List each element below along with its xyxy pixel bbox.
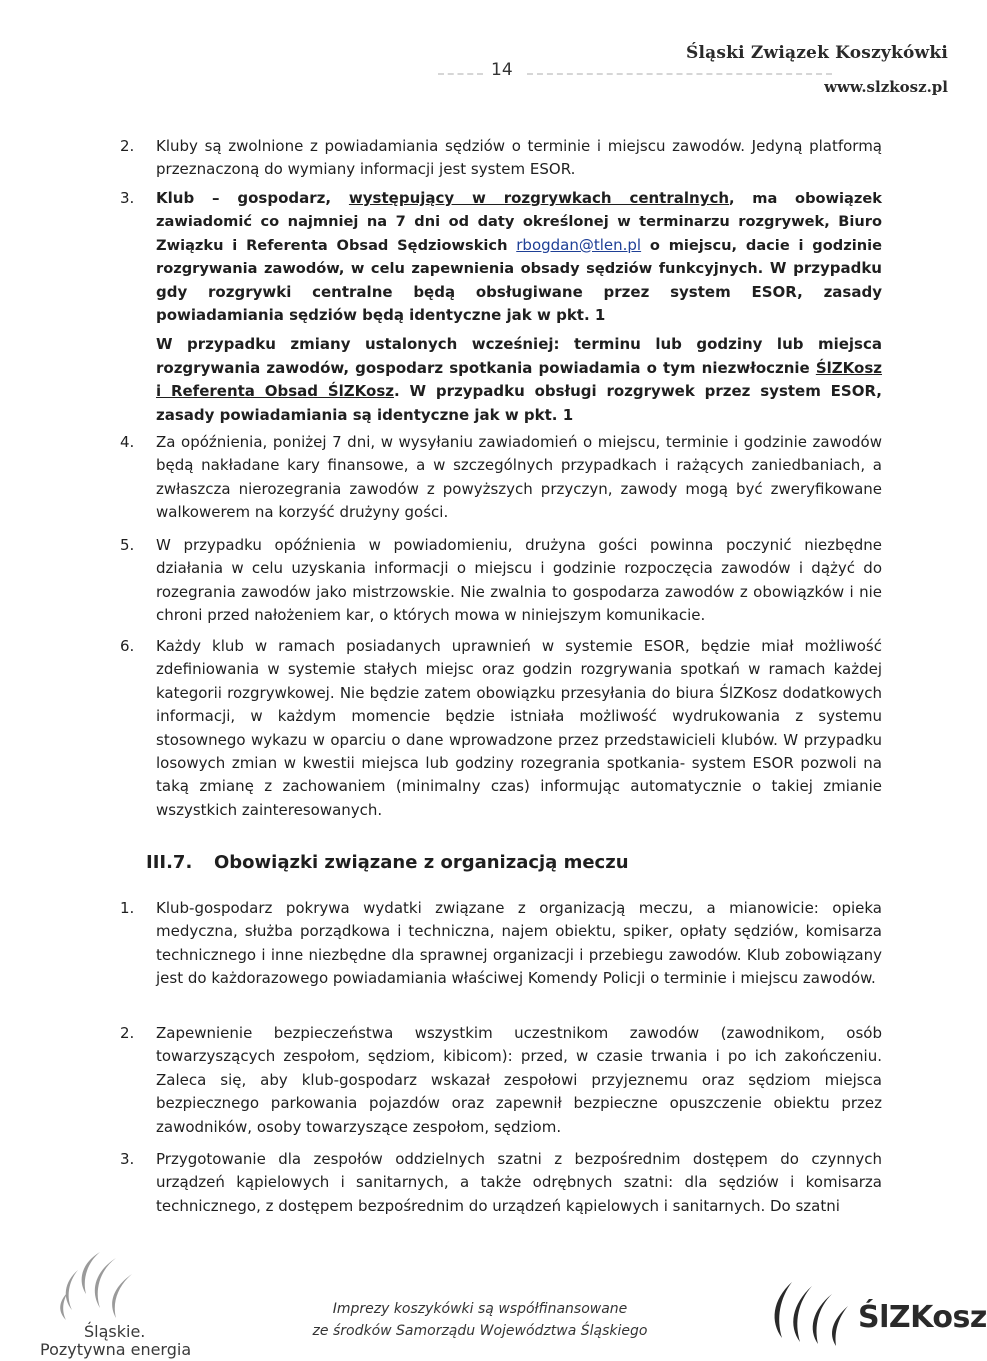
text-run: Klub – gospodarz, (156, 189, 349, 207)
page-header (0, 0, 960, 110)
header-divider-right (527, 73, 832, 75)
list-number: 6. (120, 637, 135, 655)
list-text: Klub-gospodarz pokrywa wydatki związane z organizacją meczu, a mianowicie: opieka medyczna, służba porządkowa i techniczna, najem obiektu, spiker, opłaty sędziów, komisarza technicznego i inne niezbędne dla sprawnej organizacji i przebiegu zawodów. Klub zobowiązany jest do każdorazowego powiadamiania właściwej Komendy Policji o terminie i miejscu zawodów. (156, 899, 882, 988)
list-number: 1. (120, 899, 135, 917)
text-run-underlined: ŚlZKosz i Referenta Obsad ŚlZKosz (156, 358, 882, 401)
section-list-item-2 (120, 1022, 882, 1139)
left-logo-line1: Śląskie. (84, 1322, 146, 1341)
list-text: Za opóźnienia, poniżej 7 dni, w wysyłaniu zawiadomień o miejscu, terminie i godzinie zawodów będą nakładane kary finansowe, a w szczególnych przypadkach i rażących zaniedbaniach, a zwłaszcza nierozegrania zawodów z powyższych przyczyn, zawody mogą być zweryfikowane walkowerem na korzyść drużyny gości. (156, 433, 882, 522)
list-text: Kluby są zwolnione z powiadamiania sędziów o terminie i miejscu zawodów. Jedyną platformą przeznaczoną do wymiany informacji jest system ESOR. (156, 137, 882, 179)
organization-url: www.slzkosz.pl (824, 78, 948, 96)
list-item-5 (120, 534, 882, 628)
text-run-underlined: występujący w rozgrywkach centralnych (348, 189, 730, 207)
list-number: 3. (120, 1150, 135, 1168)
section-list-item-3 (120, 1148, 882, 1218)
list-text: W przypadku opóźnienia w powiadomieniu, drużyna gości powinna poczynić niezbędne działania w celu uzyskania informacji o miejscu i godzinie rozpoczęcia zawodów i dążyć do rozegrania zawodów jako mistrzowskie. Nie zwalnia to gospodarza zawodów z obowiązków i nie chroni przed nałożeniem kar, o których mowa w niniejszym komunikacie. (156, 536, 882, 625)
list-number: 3. (120, 189, 135, 207)
list-text: Zapewnienie bezpieczeństwa wszystkim uczestnikom zawodów (zawodnikom, osób towarzyszących zespołom, sędziom, kibicom): przed, w czasie trwania i po ich zakończeniu. Zaleca się, aby klub-gospodarz wskazał zespołowi przyjeznemu oraz sędziom miejsca bezpiecznego parkowania pojazdów oraz zapewnił bezpieczne opuszczenie obiektu przez zawodników, osoby towarzyszące zespołom, sędziom. (156, 1024, 882, 1136)
section-heading (146, 852, 629, 873)
list-item-2 (120, 135, 882, 182)
list-number: 2. (120, 137, 135, 155)
section-title: Obowiązki związane z organizacją meczu (214, 852, 629, 873)
text-run: W przypadku gdy rozgrywki centralne będą obsługiwane przez system ESOR, zasady powiadamiania sędziów będą identyczne jak w pkt. 1 (156, 259, 882, 325)
list-item-4 (120, 431, 882, 525)
email-link[interactable]: rbogdan@tlen.pl (516, 235, 642, 254)
paragraph (156, 187, 882, 327)
list-text: Każdy klub w ramach posiadanych uprawnień w systemie ESOR, będzie miał możliwość zdefiniowania w systemie stałych miejsc oraz godzin rozgrywania spotkań w ramach każdej kategorii rozgrywkowej. Nie będzie zatem obowiązku przesyłania do biura ŚlZKosz dodatkowych informacji, w każdym momencie będzie istniała możliwość wydrukowania z systemu stosownego wykazu w oparciu o dane wprowadzone przez przedstawicieli klubów. W przypadku losowych zmian w kwestii miejsca lub godziny rozegrania spotkania- system ESOR pozwoli na taką zmianę z zachowaniem (minimalny czas) informując automatycznie o takiej zmianie wszystkich zainteresowanych. (156, 637, 882, 819)
organization-name: Śląski Związek Koszykówki (686, 43, 948, 63)
slzkosz-logo-text: ŚlZKosz (858, 1300, 987, 1335)
left-logo-line2: Pozytywna energia (40, 1340, 192, 1359)
list-number: 2. (120, 1024, 135, 1042)
page-number: 14 (491, 60, 513, 80)
slzkosz-logo-icon (762, 1280, 854, 1352)
footer-note-line1: Imprezy koszykówki są współfinansowane (332, 1301, 628, 1317)
footer-note-line2: ze środków Samorządu Województwa Śląskiego (312, 1323, 648, 1339)
header-divider-left (438, 73, 483, 75)
text-run: o miejscu, dacie i godzinie rozgrywania zawodów, w celu zapewnienia obsady sędziów funkcyjnych. (156, 236, 882, 278)
section-number: III.7. (146, 852, 193, 873)
text-run: , ma obowiązek zawiadomić co najmniej na 7 dni od daty określonej w terminarzu rozgrywek, Biuro Związku i Referenta Obsad Sędziowskich (156, 190, 882, 254)
list-number: 4. (120, 433, 135, 451)
list-item-6 (120, 635, 882, 822)
text-run: . W przypadku obsługi rozgrywek przez system ESOR, zasady powiadamiania są identyczne jak w pkt. 1 (156, 382, 882, 424)
list-item-3 (120, 187, 882, 427)
paragraph (156, 333, 882, 427)
section-list-item-1 (120, 897, 882, 991)
list-text: Przygotowanie dla zespołów oddzielnych szatni z bezpośrednim dostępem do czynnych urządzeń kąpielowych i sanitarnych, a także odrębnych szatni: dla sędziów i komisarza technicznego, z dostępem bezpośrednim do urządzeń kąpielowych i sanitarnych. Do szatni (156, 1150, 882, 1215)
list-number: 5. (120, 536, 135, 554)
text-run: W przypadku zmiany ustalonych wcześniej: terminu lub godziny lub miejsca rozgrywania zawodów, gospodarz spotkania powiadamia o tym niezwłocznie (156, 335, 882, 377)
footer-cofinancing-note (300, 1298, 660, 1342)
